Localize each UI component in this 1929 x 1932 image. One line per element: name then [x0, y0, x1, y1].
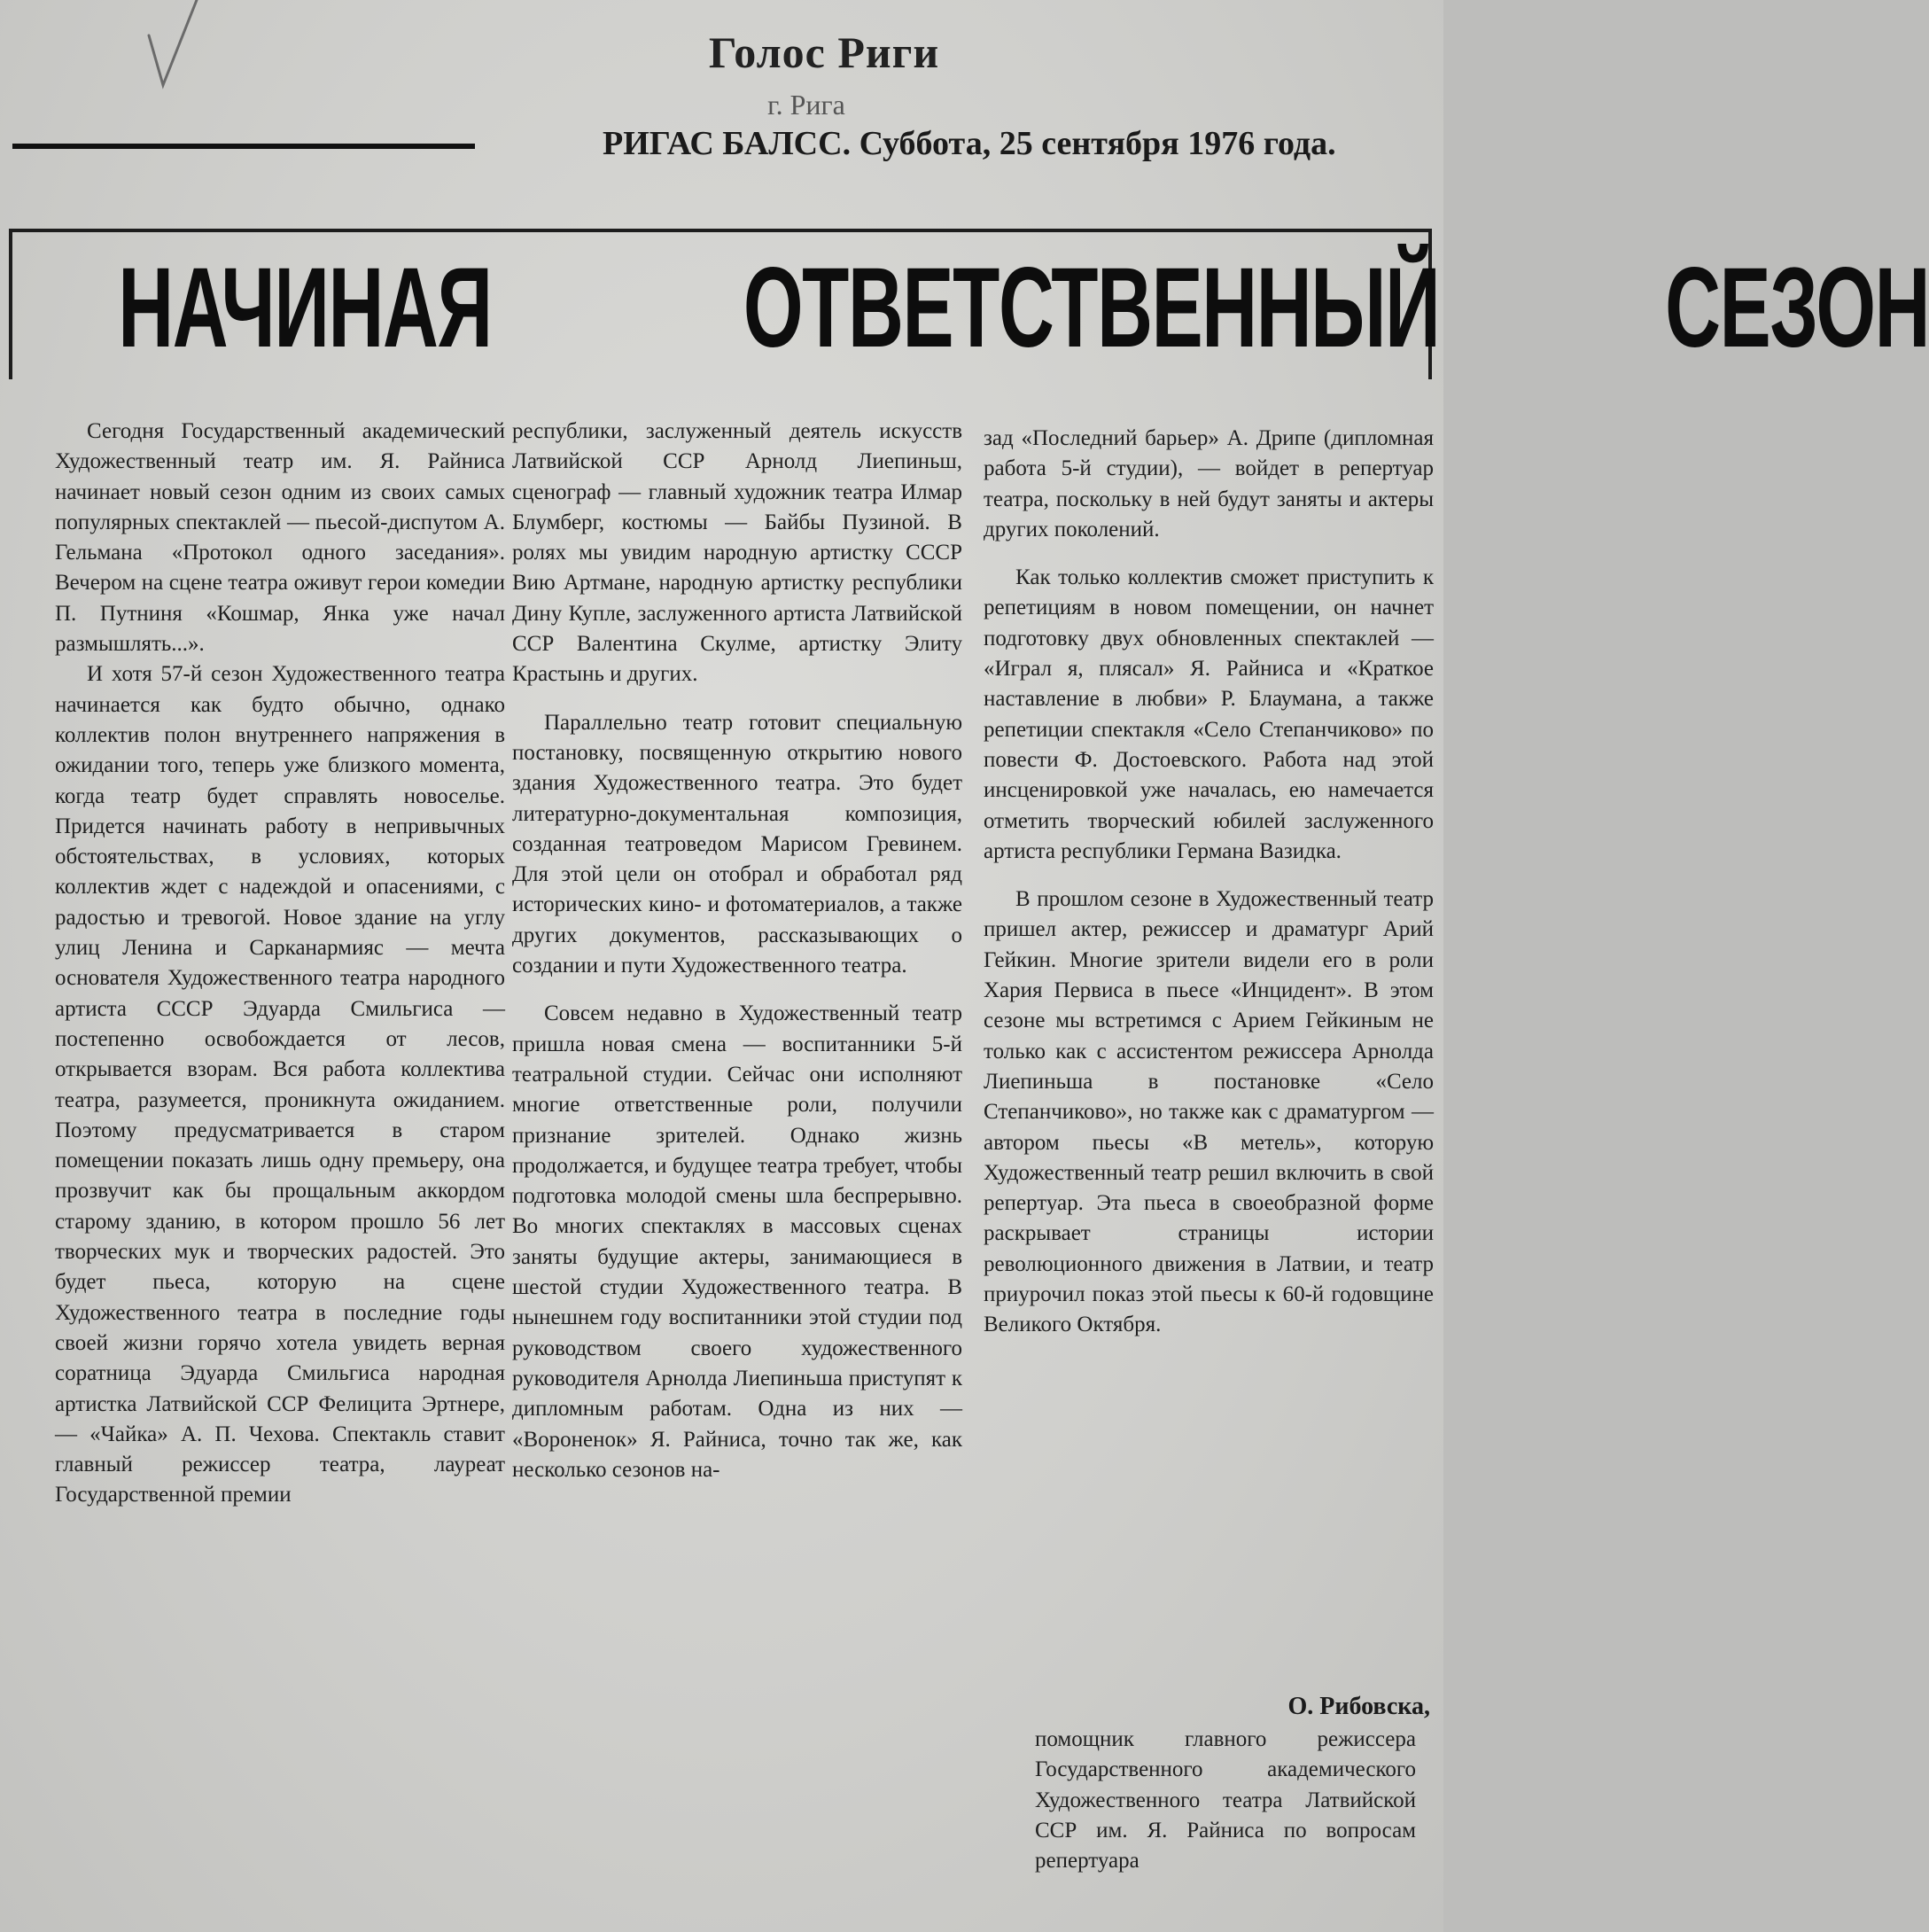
headline-frame-left: [9, 229, 12, 379]
issue-date-line: РИГАС БАЛСС. Суббота, 25 сентября 1976 года.: [603, 125, 1336, 162]
masthead-city: г. Рига: [767, 89, 845, 121]
bleed-through-text: [549, 186, 1400, 213]
article-column-1: [55, 417, 505, 1511]
divider-rule: [12, 144, 475, 149]
paragraph: Совсем недавно в Художественный театр пришла новая смена — воспитанники 5-й театральной студии. Сейчас они исполняют многие ответственные роли, получили признание зрителей. Однако жизнь продолжается, и будущее театра требует, чтобы подготовка молодой смены шла беспрерывно. Во многих спектаклях в массовых сценах заняты будущие актеры, занимающиеся в шестой студии Художественного театра. В нынешнем году воспитанники этой студии под руководством своего художественного руководителя Арнолда Лиепиньша приступят к дипломным работам. Одна из них — «Вороненок» Я. Райниса, точно так же, как несколько сезонов на-: [512, 1001, 962, 1482]
handwritten-check-mark: [133, 0, 213, 106]
paragraph: В прошлом сезоне в Художественный театр пришел актер, режиссер и драматург Арий Гейкин. Многие зрители видели его в роли Хария Первиса в пьесе «Инцидент». В этом сезоне мы встретимся с Арием Гейкиным не только как с ассистентом режиссера Арнолда Лиепиньша в постановке «Село Степанчиково», но также как с драматургом — автором пьесы «В метель», которую Художественный театр решил включить в свой репертуар. Эта пьеса в своеобразной форме раскрывает страницы истории революционного движения в Латвии, и театр приурочил показ этой пьесы к 60-й годовщине Великого Октября.: [984, 887, 1434, 1337]
author-affiliation: помощник главного режиссера Государственного академического Художественного театра Латвийской ССР им. Я. Райниса по вопросам репертуара: [1035, 1727, 1416, 1874]
paragraph: Сегодня Государственный академический Художественный театр им. Я. Райниса начинает новый сезон одним из своих самых популярных спектаклей — пьесой-диспутом А. Гельмана «Протокол одного заседания». Вечером на сцене театра оживут герои комедии П. Путниня «Кошмар, Янка уже начал размышлять...».: [55, 419, 505, 657]
headline-word-1: НАЧИНАЯ: [118, 245, 492, 371]
paragraph: зад «Последний барьер» А. Дрипе (дипломная работа 5-й студии), — войдет в репертуар театра, поскольку в ней будут заняты и актеры других поколений.: [984, 426, 1434, 541]
paragraph: И хотя 57-й сезон Художественного театра начинается как будто обычно, однако коллектив полон внутреннего напряжения в ожидании того, теперь уже близкого момента, когда театр будет справлять новоселье. Придется начинать работу в непривычных обстоятельствах, в условиях, которых коллектив ждет с надеждой и опасениями, с радостью и тревогой. Новое здание на углу улиц Ленина и Сарканармияс — мечта основателя Художественного театра народного артиста СССР Эдуарда Смильгиса — постепенно освобождается от лесов, открывается взорам. Вся работа коллектива театра, разумеется, проникнута ожиданием. Поэтому предусматривается в старом помещении показать лишь одну премьеру, она прозвучит как бы прощальным аккордом старому зданию, в котором прошло 56 лет творческих мук и творческих радостей. Это будет пьеса, которую на сцене Художественного театра в последние годы своей жизни горячо хотела увидеть верная соратница Эдуарда Смильгиса народная артистка Латвийской ССР Фелицита Эртнере, — «Чайка» А. П. Чехова. Спектакль ставит главный режиссер театра, лауреат Государственной премии: [55, 662, 505, 1507]
headline-word-3: СЕЗОН: [1665, 245, 1929, 371]
article-column-2: [512, 417, 962, 1485]
paragraph: Параллельно театр готовит специальную постановку, посвященную открытию нового здания Художественного театра. Это будет литературно-документальная композиция, созданная театроведом Марисом Гревинем. Для этой цели он отобрал и обработал ряд исторических кино- и фотоматериалов, а также других документов, рассказывающих о создании и пути Художественного театра.: [512, 710, 962, 978]
headline-word-2: ОТВЕТСТВЕННЫЙ: [743, 245, 1440, 371]
masthead-name: Голос Риги: [708, 27, 940, 77]
headline-frame-top: [9, 229, 1432, 232]
article-column-3: [984, 424, 1434, 1341]
paragraph: Как только коллектив сможет приступить к репетициям в новом помещении, он начнет подготовку двух обновленных спектаклей — «Играл я, плясал» Я. Райниса и «Краткое наставление в любви» Р. Блаумана, а также репетиции спектакля «Село Степанчиково» по повести Ф. Достоевского. Работа над этой инсценировкой уже началась, ею намечается отметить творческий юбилей заслуженного артиста республики Германа Вазидка.: [984, 565, 1434, 863]
author-name: О. Рибовска,: [1287, 1693, 1430, 1720]
article-headline: [27, 245, 1929, 371]
paragraph: республики, заслуженный деятель искусств Латвийской ССР Арнолд Лиепиньш, сценограф — главный художник театра Илмар Блумберг, костюмы — Байбы Пузиной. В ролях мы увидим народную артистку СССР Вию Артмане, народную артистку республики Дину Купле, заслуженного артиста Латвийской ССР Валентина Скулме, артистку Элиту Крастынь и других.: [512, 419, 962, 687]
